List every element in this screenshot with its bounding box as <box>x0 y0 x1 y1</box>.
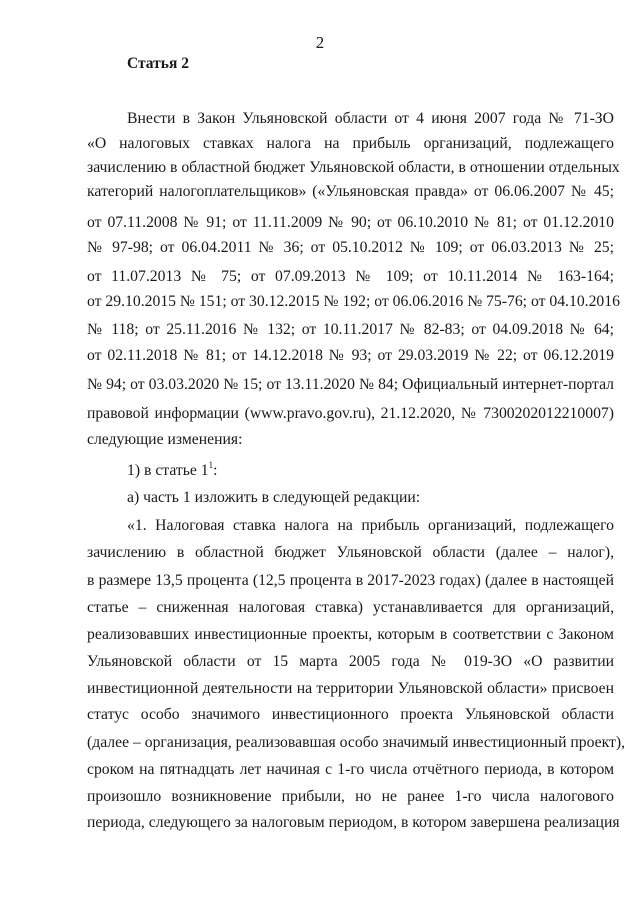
superscript: 1 <box>208 460 214 470</box>
line-13: следующие изменения: <box>87 431 243 448</box>
line-19: статье – сниженная налоговая ставка) устанавливается для организаций, <box>87 599 614 616</box>
line-22: инвестиционной деятельности на территории Ульяновской области» присвоен <box>87 680 614 697</box>
line-14-text: 1) в статье 1 <box>127 462 209 479</box>
line-09: № 118; от 25.11.2016 № 132; от 10.11.2017 № 82-83; от 04.09.2018 № 64; <box>87 321 614 338</box>
line-05: от 07.11.2008 № 91; от 11.11.2009 № 90; от 06.10.2010 № 81; от 01.12.2010 <box>87 214 614 231</box>
line-26: произошло возникновение прибыли, но не ранее 1-го числа налогового <box>87 788 614 805</box>
line-27: периода, следующего за налоговым периодом, в котором завершена реализация <box>87 814 620 831</box>
line-15: а) часть 1 изложить в следующей редакции: <box>127 489 421 506</box>
line-14 <box>127 461 614 481</box>
line-12: правовой информации (www.pravo.gov.ru), 21.12.2020, № 7300202012210007) <box>87 405 614 422</box>
line-10: от 02.11.2018 № 81; от 14.12.2018 № 93; от 29.03.2019 № 22; от 06.12.2019 <box>87 347 614 364</box>
page-number: 2 <box>315 33 325 52</box>
line-11: № 94; от 03.03.2020 № 15; от 13.11.2020 № 84; Официальный интернет-портал <box>87 376 614 393</box>
line-18: в размере 13,5 процента (12,5 процента в 2017-2023 годах) (далее в настоящей <box>87 572 614 589</box>
line-14-colon: : <box>213 462 218 479</box>
line-04: категорий налогоплательщиков» («Ульяновская правда» от 06.06.2007 № 45; <box>87 183 614 200</box>
line-25: сроком на пятнадцать лет начиная с 1-го числа отчётного периода, в котором <box>87 761 614 778</box>
line-24: (далее – организация, реализовавшая особо значимый инвестиционный проект), <box>87 734 626 751</box>
line-01: Внести в Закон Ульяновской области от 4 июня 2007 года № 71-ЗО <box>127 110 614 127</box>
line-17: зачислению в областной бюджет Ульяновской области (далее – налог), <box>87 544 614 561</box>
line-21: Ульяновской области от 15 марта 2005 года № 019-ЗО «О развитии <box>87 653 614 670</box>
line-23: статус особо значимого инвестиционного проекта Ульяновской области <box>87 706 614 723</box>
line-06: № 97-98; от 06.04.2011 № 36; от 05.10.2012 № 109; от 06.03.2013 № 25; <box>87 239 614 256</box>
line-20: реализовавших инвестиционные проекты, которым в соответствии с Законом <box>87 626 614 643</box>
article-title: Статья 2 <box>127 55 189 72</box>
line-07: от 11.07.2013 № 75; от 07.09.2013 № 109; от 10.11.2014 № 163-164; <box>87 268 614 285</box>
line-16: «1. Налоговая ставка налога на прибыль организаций, подлежащего <box>127 517 614 534</box>
line-08: от 29.10.2015 № 151; от 30.12.2015 № 192; от 06.06.2016 № 75-76; от 04.10.2016 <box>87 293 620 310</box>
line-03: зачислению в областной бюджет Ульяновской области, в отношении отдельных <box>87 159 620 176</box>
line-02: «О налоговых ставках налога на прибыль организаций, подлежащего <box>87 135 614 152</box>
